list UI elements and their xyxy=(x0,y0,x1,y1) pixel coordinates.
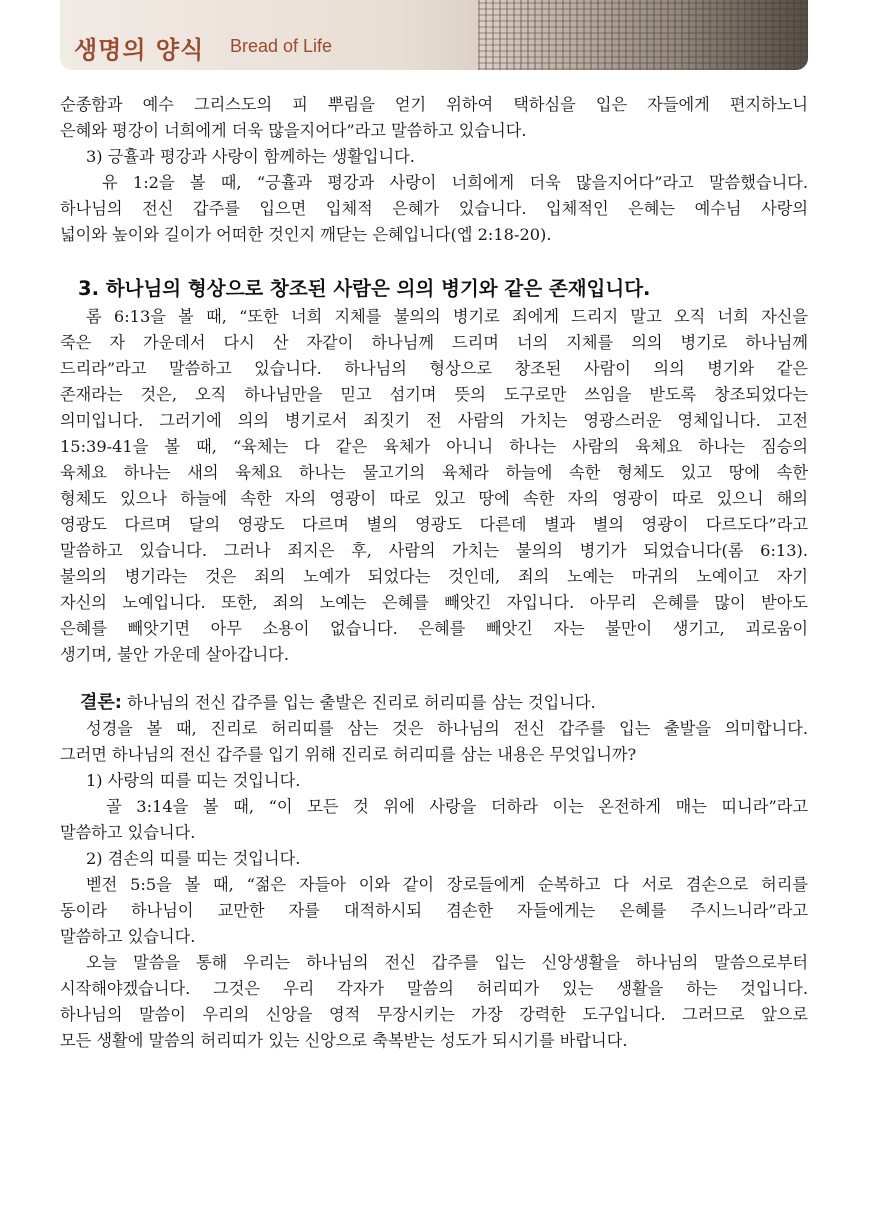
page-header-banner xyxy=(60,0,808,70)
paragraph-line: 말씀하고 있습니다. xyxy=(60,927,196,946)
header-photo xyxy=(478,0,808,70)
subheading-line: 3) 긍휼과 평강과 사랑이 함께하는 생활입니다. xyxy=(86,147,415,166)
paragraph-line: 넓이와 높이와 길이가 어떠한 것인지 깨닫는 은혜입니다(엡 2:18-20). xyxy=(60,225,552,244)
paragraph-line: 불의의 병기라는 것은 죄의 노예가 되었다는 것인데, 죄의 노예는 마귀의 노예이고 자기 xyxy=(60,567,808,586)
paragraph-line: 육체요 하나는 새의 육체요 하나는 물고기의 육체라 하늘에 속한 형체도 있고 땅에 속한 xyxy=(60,463,808,482)
paragraph-line: 오늘 말씀을 통해 우리는 하나님의 전신 갑주를 입는 신앙생활을 하나님의 말씀으로부터 xyxy=(86,953,808,972)
article-body xyxy=(60,92,808,1054)
paragraph-line: 롬 6:13을 볼 때, “또한 너희 지체를 불의의 병기로 죄에게 드리지 말고 오직 너희 자신을 xyxy=(86,307,808,326)
paragraph-line: 존재라는 것은, 오직 하나님만을 믿고 섬기며 뜻의 도구로만 쓰임을 받도록 창조되었다는 xyxy=(60,385,808,404)
paragraph-line: 죽은 자 가운데서 다시 산 자같이 하나님께 드리며 너의 지체를 의의 병기로 하나님께 xyxy=(60,333,808,352)
paragraph-line: 모든 생활에 말씀의 허리띠가 있는 신앙으로 축복받는 성도가 되시기를 바랍니다. xyxy=(60,1031,628,1050)
paragraph-line: 영광도 다르며 달의 영광도 다르며 별의 영광도 다른데 별과 별의 영광이 다르도다”라고 xyxy=(60,515,808,534)
paragraph-line: 유 1:2을 볼 때, “긍휼과 평강과 사랑이 너희에게 더욱 많을지어다”라고 말씀했습니다. xyxy=(102,173,808,192)
paragraph-line: 벧전 5:5을 볼 때, “젊은 자들아 이와 같이 장로들에게 순복하고 다 서로 겸손으로 허리를 xyxy=(86,875,808,894)
subheading-line: 2) 겸손의 띠를 띠는 것입니다. xyxy=(86,849,301,868)
conclusion-summary: 하나님의 전신 갑주를 입는 출발은 진리로 허리띠를 삼는 것입니다. xyxy=(121,693,596,712)
paragraph-line: 그러면 하나님의 전신 갑주를 입기 위해 진리로 허리띠를 삼는 내용은 무엇입니까? xyxy=(60,745,637,764)
paragraph-line: 말씀하고 있습니다. xyxy=(60,823,196,842)
paragraph-line: 드리라”라고 말씀하고 있습니다. 하나님의 형상으로 창조된 사람이 의의 병기와 같은 xyxy=(60,359,808,378)
paragraph-line: 성경을 볼 때, 진리로 허리띠를 삼는 것은 하나님의 전신 갑주를 입는 출발을 의미합니다. xyxy=(86,719,808,738)
subheading-line: 1) 사랑의 띠를 띠는 것입니다. xyxy=(86,771,301,790)
paragraph-line: 자신의 노예입니다. 또한, 죄의 노예는 은혜를 빼앗긴 자입니다. 아무리 은혜를 많이 받아도 xyxy=(60,593,808,612)
paragraph-line: 하나님의 말씀이 우리의 신앙을 영적 무장시키는 가장 강력한 도구입니다. 그러므로 앞으로 xyxy=(60,1005,808,1024)
paragraph-line: 형체도 있으나 하늘에 속한 자의 영광이 따로 있고 땅에 속한 자의 영광이 따로 있으니 해의 xyxy=(60,489,808,508)
paragraph-line: 은혜와 평강이 너희에게 더욱 많을지어다”라고 말씀하고 있습니다. xyxy=(60,121,527,140)
section-title-english: Bread of Life xyxy=(230,36,333,56)
section-title-korean: 생명의 양식 xyxy=(74,36,205,64)
paragraph-line: 하나님의 전신 갑주를 입으면 입체적 은혜가 있습니다. 입체적인 은혜는 예수님 사랑의 xyxy=(60,199,808,218)
paragraph-line: 동이라 하나님이 교만한 자를 대적하시되 겸손한 자들에게는 은혜를 주시느니라”라고 xyxy=(60,901,808,920)
paragraph-line: 말씀하고 있습니다. 그러나 죄지은 후, 사람의 가치는 불의의 병기가 되었습니다(롬 6:13). xyxy=(60,541,808,560)
conclusion-label: 결론: xyxy=(80,692,122,713)
conclusion-heading xyxy=(60,690,808,716)
paragraph-line: 생기며, 불안 가운데 살아갑니다. xyxy=(60,645,290,664)
paragraph-line: 순종함과 예수 그리스도의 피 뿌림을 얻기 위하여 택하심을 입은 자들에게 편지하노니 xyxy=(60,95,808,114)
paragraph-line: 은혜를 빼앗기면 아무 소용이 없습니다. 은혜를 빼앗긴 자는 불만이 생기고, 괴로움이 xyxy=(60,619,808,638)
paragraph-line: 의미입니다. 그러기에 의의 병기로서 죄짓기 전 사람의 가치는 영광스러운 영체입니다. 고전 xyxy=(60,411,808,430)
paragraph-line: 시작해야겠습니다. 그것은 우리 각자가 말씀의 허리띠가 있는 생활을 하는 것입니다. xyxy=(60,979,808,998)
paragraph-line: 15:39-41을 볼 때, “육체는 다 같은 육체가 아니니 하나는 사람의 육체요 하나는 짐승의 xyxy=(60,437,808,456)
section-heading: 3. 하나님의 형상으로 창조된 사람은 의의 병기와 같은 존재입니다. xyxy=(78,277,651,300)
paragraph-line: 골 3:14을 볼 때, “이 모든 것 위에 사랑을 더하라 이는 온전하게 매는 띠니라”라고 xyxy=(106,797,808,816)
